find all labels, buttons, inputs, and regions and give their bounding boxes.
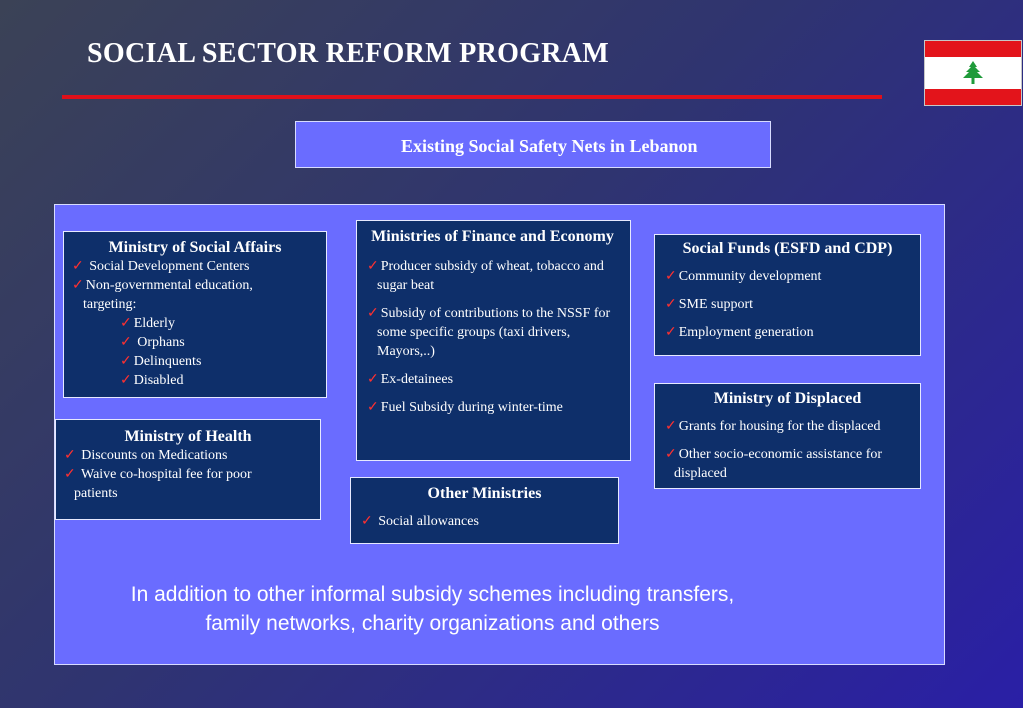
list-item: ✓ Community development [665,269,822,284]
list-item: ✓ Grants for housing for the displaced [665,419,881,434]
list-item: ✓ Subsidy of contributions to the NSSF for some specific groups (taxi drivers, Mayors,..) [367,306,611,359]
list-item: ✓ Social allowances [361,514,479,529]
card-title: Other Ministries [427,485,542,502]
lebanon-flag-icon [924,40,1022,106]
footnote [0,580,865,638]
list-item-continuation: displaced [674,466,727,481]
list-item: ✓ Employment generation [665,325,814,340]
slide-title: SOCIAL SECTOR REFORM PROGRAM [87,38,610,69]
card-title: Social Funds (ESFD and CDP) [682,240,893,257]
check-icon: ✓ [64,467,76,482]
check-icon: ✓ [120,373,132,388]
card-title: Ministry of Displaced [713,390,862,407]
card-finance-economy [356,220,631,461]
card-displaced [654,383,921,489]
card-social-funds [654,234,921,356]
check-icon: ✓ [665,447,677,462]
check-icon: ✓ [367,306,379,321]
check-icon: ✓ [665,325,677,340]
sub-list-item: ✓ Orphans [120,335,185,350]
list-item: ✓ Fuel Subsidy during winter-time [367,400,563,415]
list-item: ✓ Ex-detainees [367,372,454,387]
footnote-line: family networks, charity organizations and others [205,612,660,635]
list-item: ✓ SME support [665,297,754,312]
list-item: ✓ Producer subsidy of wheat, tobacco and sugar beat [367,259,604,293]
check-icon: ✓ [72,259,84,274]
list-item: ✓ Social Development Centers [72,259,250,274]
check-icon: ✓ [72,278,84,293]
check-icon: ✓ [665,419,677,434]
check-icon: ✓ [120,335,132,350]
check-icon: ✓ [367,372,379,387]
flag-top-stripe [925,41,1021,57]
list-item: ✓ Waive co-hospital fee for poor [64,467,252,482]
check-icon: ✓ [367,259,379,274]
list-item-continuation: patients [74,486,118,501]
card-other-ministries [350,477,619,544]
list-item: ✓ Discounts on Medications [64,448,228,463]
card-health [55,419,321,520]
card-title: Ministry of Social Affairs [108,239,282,256]
card-title: Ministries of Finance and Economy [371,228,614,245]
subtitle: Existing Social Safety Nets in Lebanon [401,136,698,156]
check-icon: ✓ [361,514,373,529]
list-item-continuation: targeting: [83,297,137,312]
footnote-line: In addition to other informal subsidy schemes including transfers, [130,583,735,606]
card-title: Ministry of Health [124,428,252,445]
check-icon: ✓ [120,316,132,331]
list-item: ✓ Non-governmental education, [72,278,253,293]
sub-list-item: ✓ Elderly [120,316,175,331]
subtitle-box [295,121,771,168]
check-icon: ✓ [367,400,379,415]
check-icon: ✓ [64,448,76,463]
list-item: ✓ Other socio-economic assistance for [665,447,883,462]
title-divider [62,95,882,99]
sub-list-item: ✓ Delinquents [120,354,202,369]
check-icon: ✓ [665,297,677,312]
cedar-icon [959,59,987,87]
flag-bottom-stripe [925,89,1021,105]
sub-list-item: ✓ Disabled [120,373,184,388]
card-social-affairs [63,231,327,398]
check-icon: ✓ [120,354,132,369]
check-icon: ✓ [665,269,677,284]
